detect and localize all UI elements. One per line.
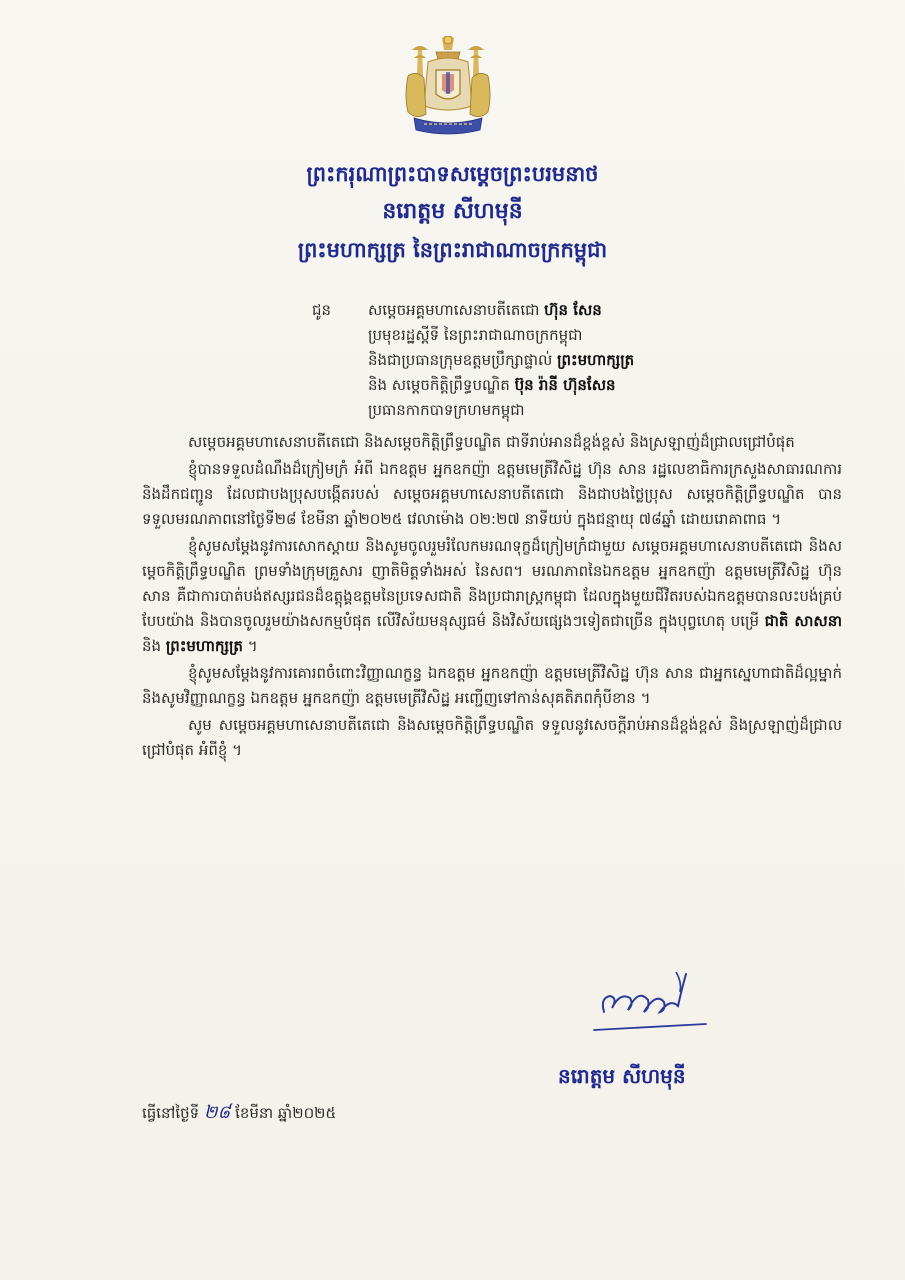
paragraph-closing: សូម សម្តេចអគ្គមហាសេនាបតីតេជោ និងសម្តេចកិត្តិព្រឹទ្ធបណ្ឌិត ទទួលនូវសេចក្តីរាប់អានដ៏ខ្ពង់ខ្ពស់ និងស្រឡាញ់ដ៏ជ្រាលជ្រៅបំផុត អំពីខ្ញុំ ។ — [142, 716, 842, 759]
paragraph-condolence — [142, 534, 842, 659]
heading-king-name: នរោត្តម សីហមុនី — [382, 199, 523, 224]
date-prefix: ធ្វើនៅថ្ងៃទី — [142, 1104, 200, 1122]
paragraph-salutation: សម្តេចអគ្គមហាសេនាបតីតេជោ និងសម្តេចកិត្តិព្រឹទ្ធបណ្ឌិត ជាទីរាប់អានដ៏ខ្ពង់ខ្ពស់ និងស្រឡាញ់ដ៏ជ្រាលជ្រៅបំផុត — [188, 433, 795, 451]
letter-heading — [0, 155, 905, 269]
recipient-role-bold: ព្រះមហាក្សត្រ — [557, 351, 635, 369]
recipient-second-name: ប៊ុន រ៉ានី ហ៊ុនសែន — [514, 376, 616, 394]
letter-date — [142, 1100, 642, 1127]
recipient-line-2: ប្រមុខរដ្ឋស្តីទី នៃព្រះរាជាណាចក្រកម្ពុជា — [368, 326, 583, 344]
recipient-line-1 — [368, 298, 868, 323]
recipient-line-4 — [368, 373, 868, 398]
recipient-line-5: ប្រធានកាកបាទក្រហមកម្ពុជា — [368, 401, 525, 419]
letter-body — [142, 430, 842, 765]
paragraph-respect: ខ្ញុំសូមសម្តែងនូវការគោរពចំពោះវិញ្ញាណក្ខន្ធ ឯកឧត្តម អ្នកឧកញ៉ា ឧត្តមមេត្រីវិសិដ្ឋ ហ៊ុន សាន ជាអ្នកស្នេហាជាតិដ៏ល្អម្នាក់ និងសូមវិញ្ញាណក្ខន្ធ ឯកឧត្តម អ្នកឧកញ៉ា ឧត្តមមេត្រីវិសិដ្ឋ អញ្ជើញទៅកាន់សុគតិភពកុំបីខាន ។ — [142, 664, 842, 707]
condolence-end: ។ — [247, 637, 258, 655]
recipient-lines — [368, 298, 868, 423]
royal-arms-emblem — [398, 36, 498, 140]
date-month-year: ខែមីនា ឆ្នាំ២០២៥ — [235, 1104, 337, 1122]
heading-royal-title: ព្រះករុណាព្រះបាទសម្តេចព្រះបរមនាថ — [306, 162, 599, 186]
condolence-and: និង — [142, 637, 162, 655]
paragraph-announcement: ខ្ញុំបានទទួលដំណឹងដ៏ក្រៀមក្រំ អំពី ឯកឧត្តម អ្នកឧកញ៉ា ឧត្តមមេត្រីវិសិដ្ឋ ហ៊ុន សាន រដ្ឋលេខាធិការក្រសួងសាធារណការ និងដឹកជញ្ជូន ដែលជាបងប្រុសបង្កើតរបស់ សម្តេចអគ្គមហាសេនាបតីតេជោ និងជាបងថ្លៃប្រុស សម្តេចកិត្តិព្រឹទ្ធបណ្ឌិត បានទទួលមរណភាពនៅថ្ងៃទី២៨ ខែមីនា ឆ្នាំ២០២៥ វេលាម៉ោង ០២:២៧ នាទីយប់ ក្នុងជន្មាយុ ៧៨ឆ្នាំ ដោយរោគាពាធ ។ — [142, 460, 842, 528]
recipient-to-label: ជូន — [312, 301, 332, 319]
condolence-bold-nation: ជាតិ សាសនា — [764, 612, 842, 630]
condolence-bold-king: ព្រះមហាក្សត្រ — [165, 637, 243, 655]
recipient-second-title: និង សម្តេចកិត្តិព្រឹទ្ធបណ្ឌិត — [368, 376, 510, 394]
heading-kingdom: ព្រះមហាក្សត្រ នៃព្រះរាជាណាចក្រកម្ពុជា — [297, 238, 608, 262]
recipient-title: សម្តេចអគ្គមហាសេនាបតីតេជោ — [368, 301, 540, 319]
recipient-name: ហ៊ុន សែន — [544, 301, 602, 319]
signer-name: នរោត្តម សីហមុនី — [558, 1064, 686, 1088]
date-day: ២៨ — [203, 1102, 231, 1123]
recipient-role: និងជាប្រធានក្រុមឧត្តមប្រឹក្សាផ្ទាល់ — [368, 351, 553, 369]
recipient-line-3 — [368, 348, 868, 373]
condolence-text: ខ្ញុំសូមសម្តែងនូវការសោកស្តាយ និងសូមចូលរួមរំលែកមរណទុក្ខដ៏ក្រៀមក្រំជាមួយ សម្តេចអគ្គមហាសេនាបតីតេជោ និងសម្តេចកិត្តិព្រឹទ្ធបណ្ឌិត ព្រមទាំងក្រុមគ្រួសារ ញាតិមិត្តទាំងអស់ នៃសព។ មរណភាពនៃឯកឧត្តម អ្នកឧកញ៉ា ឧត្តមមេត្រីវិសិដ្ឋ ហ៊ុន សាន គឺជាការបាត់បង់ឥស្សរជនដ៏ឧត្តុង្គឧត្តមនៃប្រទេសជាតិ និងប្រជារាស្ត្រកម្ពុជា ដែលក្នុងមួយជីវិតរបស់ឯកឧត្តមបានលះបង់គ្រប់បែបយ៉ាង និងបានចូលរួមយ៉ាងសកម្មបំផុត លើវិស័យមនុស្សធម៌ និងវិស័យផ្សេងៗទៀតជាច្រើន ក្នុងបុព្វហេតុ បម្រើ — [142, 537, 842, 630]
handwritten-signature — [590, 968, 710, 1036]
